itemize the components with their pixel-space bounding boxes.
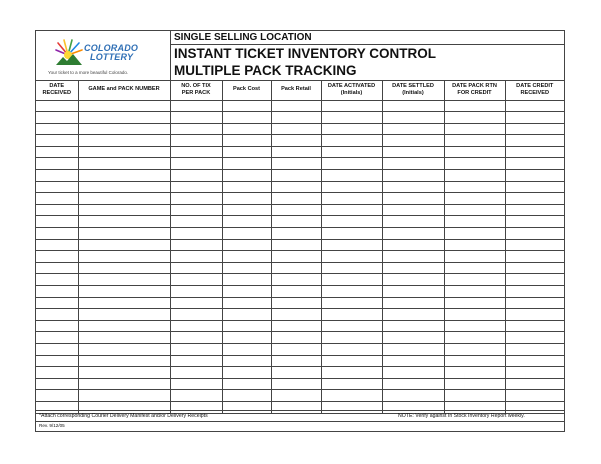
table-cell[interactable] bbox=[321, 100, 382, 112]
table-cell[interactable] bbox=[170, 378, 222, 390]
main-title: INSTANT TICKET INVENTORY CONTROL bbox=[174, 46, 437, 61]
table-row bbox=[36, 274, 564, 286]
table-cell[interactable] bbox=[321, 332, 382, 344]
table-cell[interactable] bbox=[78, 390, 170, 402]
table-cell[interactable] bbox=[444, 204, 505, 216]
table-cell[interactable] bbox=[271, 343, 321, 355]
table-cell[interactable] bbox=[321, 343, 382, 355]
table-cell[interactable] bbox=[505, 170, 564, 182]
table-cell[interactable] bbox=[170, 170, 222, 182]
table-cell[interactable] bbox=[170, 112, 222, 124]
table-cell[interactable] bbox=[222, 193, 271, 205]
table-cell[interactable] bbox=[505, 390, 564, 402]
table-cell[interactable] bbox=[382, 123, 444, 135]
table-cell[interactable] bbox=[444, 378, 505, 390]
table-cell[interactable] bbox=[444, 135, 505, 147]
table-cell[interactable] bbox=[505, 332, 564, 344]
table-cell[interactable] bbox=[36, 158, 78, 170]
table-cell[interactable] bbox=[271, 320, 321, 332]
col-date-pack-rtn: DATE PACK RTN FOR CREDIT bbox=[444, 80, 505, 100]
table-cell[interactable] bbox=[444, 320, 505, 332]
table-cell[interactable] bbox=[36, 355, 78, 367]
table-cell[interactable] bbox=[170, 239, 222, 251]
table-cell[interactable] bbox=[271, 204, 321, 216]
table-cell[interactable] bbox=[170, 262, 222, 274]
table-cell[interactable] bbox=[78, 112, 170, 124]
table-cell[interactable] bbox=[170, 355, 222, 367]
table-row bbox=[36, 286, 564, 298]
table-cell[interactable] bbox=[222, 274, 271, 286]
table-row bbox=[36, 239, 564, 251]
table-cell[interactable] bbox=[78, 216, 170, 228]
table-cell[interactable] bbox=[505, 181, 564, 193]
table-cell[interactable] bbox=[222, 355, 271, 367]
table-cell[interactable] bbox=[444, 355, 505, 367]
table-cell[interactable] bbox=[382, 297, 444, 309]
table-cell[interactable] bbox=[321, 390, 382, 402]
table-cell[interactable] bbox=[36, 146, 78, 158]
table-cell[interactable] bbox=[505, 309, 564, 321]
table-cell[interactable] bbox=[271, 297, 321, 309]
table-cell[interactable] bbox=[222, 390, 271, 402]
table-cell[interactable] bbox=[170, 390, 222, 402]
table-cell[interactable] bbox=[271, 367, 321, 379]
table-cell[interactable] bbox=[170, 251, 222, 263]
col-date-settled: DATE SETTLED (Initials) bbox=[382, 80, 444, 100]
table-cell[interactable] bbox=[170, 320, 222, 332]
table-cell[interactable] bbox=[505, 251, 564, 263]
table-cell[interactable] bbox=[505, 262, 564, 274]
table-cell[interactable] bbox=[505, 100, 564, 112]
table-cell[interactable] bbox=[170, 100, 222, 112]
revision-label: Rev. 9/12/05 bbox=[39, 423, 65, 428]
table-cell[interactable] bbox=[78, 135, 170, 147]
table-cell[interactable] bbox=[382, 378, 444, 390]
table-cell[interactable] bbox=[170, 228, 222, 240]
table-cell[interactable] bbox=[170, 123, 222, 135]
table-cell[interactable] bbox=[170, 286, 222, 298]
colorado-lottery-logo bbox=[36, 31, 171, 80]
table-cell[interactable] bbox=[36, 181, 78, 193]
table-row bbox=[36, 146, 564, 158]
inventory-form bbox=[35, 30, 565, 432]
table-cell[interactable] bbox=[321, 262, 382, 274]
table-cell[interactable] bbox=[170, 309, 222, 321]
table-cell[interactable] bbox=[78, 297, 170, 309]
table-row bbox=[36, 320, 564, 332]
table-cell[interactable] bbox=[36, 204, 78, 216]
table-cell[interactable] bbox=[36, 309, 78, 321]
table-cell[interactable] bbox=[505, 158, 564, 170]
table-cell[interactable] bbox=[170, 146, 222, 158]
table-cell[interactable] bbox=[382, 216, 444, 228]
table-cell[interactable] bbox=[505, 193, 564, 205]
table-cell[interactable] bbox=[78, 170, 170, 182]
table-cell[interactable] bbox=[170, 204, 222, 216]
table-cell[interactable] bbox=[321, 170, 382, 182]
table-cell[interactable] bbox=[382, 390, 444, 402]
table-cell[interactable] bbox=[78, 309, 170, 321]
table-cell[interactable] bbox=[36, 193, 78, 205]
table-cell[interactable] bbox=[222, 216, 271, 228]
table-cell[interactable] bbox=[271, 146, 321, 158]
table-cell[interactable] bbox=[271, 332, 321, 344]
table-cell[interactable] bbox=[271, 181, 321, 193]
table-cell[interactable] bbox=[321, 146, 382, 158]
table-cell[interactable] bbox=[321, 123, 382, 135]
table-cell[interactable] bbox=[321, 181, 382, 193]
table-cell[interactable] bbox=[170, 297, 222, 309]
title-divider bbox=[170, 44, 564, 45]
table-cell[interactable] bbox=[36, 297, 78, 309]
table-cell[interactable] bbox=[36, 378, 78, 390]
table-row bbox=[36, 100, 564, 112]
table-cell[interactable] bbox=[382, 228, 444, 240]
table-cell[interactable] bbox=[382, 181, 444, 193]
table-cell[interactable] bbox=[78, 123, 170, 135]
table-cell[interactable] bbox=[222, 251, 271, 263]
table-row bbox=[36, 204, 564, 216]
logo-tagline: Your ticket to a more beautiful Colorado. bbox=[48, 70, 129, 75]
table-cell[interactable] bbox=[271, 239, 321, 251]
table-cell[interactable] bbox=[444, 100, 505, 112]
table-cell[interactable] bbox=[382, 135, 444, 147]
table-cell[interactable] bbox=[36, 123, 78, 135]
table-cell[interactable] bbox=[222, 170, 271, 182]
table-cell[interactable] bbox=[321, 367, 382, 379]
table-cell[interactable] bbox=[505, 355, 564, 367]
table-cell[interactable] bbox=[222, 146, 271, 158]
table-row bbox=[36, 309, 564, 321]
table-row bbox=[36, 216, 564, 228]
table-cell[interactable] bbox=[170, 343, 222, 355]
form-header bbox=[36, 31, 564, 81]
table-cell[interactable] bbox=[271, 135, 321, 147]
table-cell[interactable] bbox=[222, 343, 271, 355]
table-row bbox=[36, 355, 564, 367]
col-pack-cost: Pack Cost bbox=[222, 80, 271, 100]
table-cell[interactable] bbox=[271, 112, 321, 124]
table-cell[interactable] bbox=[78, 286, 170, 298]
table-cell[interactable] bbox=[222, 367, 271, 379]
inventory-table bbox=[36, 80, 564, 414]
table-cell[interactable] bbox=[321, 239, 382, 251]
table-cell[interactable] bbox=[382, 146, 444, 158]
table-cell[interactable] bbox=[78, 343, 170, 355]
table-cell[interactable] bbox=[36, 251, 78, 263]
table-cell[interactable] bbox=[222, 181, 271, 193]
table-cell[interactable] bbox=[170, 135, 222, 147]
table-cell[interactable] bbox=[444, 309, 505, 321]
col-date-activated: DATE ACTIVATED (Initials) bbox=[321, 80, 382, 100]
table-cell[interactable] bbox=[78, 355, 170, 367]
table-cell[interactable] bbox=[321, 228, 382, 240]
table-row bbox=[36, 193, 564, 205]
table-row bbox=[36, 297, 564, 309]
table-cell[interactable] bbox=[222, 158, 271, 170]
table-cell[interactable] bbox=[382, 170, 444, 182]
table-cell[interactable] bbox=[505, 123, 564, 135]
col-date-credit-received: DATE CREDIT RECEIVED bbox=[505, 80, 564, 100]
table-row bbox=[36, 123, 564, 135]
table-cell[interactable] bbox=[271, 170, 321, 182]
table-cell[interactable] bbox=[444, 170, 505, 182]
table-cell[interactable] bbox=[36, 228, 78, 240]
table-row bbox=[36, 135, 564, 147]
table-cell[interactable] bbox=[382, 193, 444, 205]
table-cell[interactable] bbox=[382, 320, 444, 332]
table-row bbox=[36, 378, 564, 390]
table-cell[interactable] bbox=[444, 193, 505, 205]
table-cell[interactable] bbox=[444, 390, 505, 402]
table-cell[interactable] bbox=[505, 297, 564, 309]
table-cell[interactable] bbox=[36, 343, 78, 355]
table-cell[interactable] bbox=[271, 100, 321, 112]
table-cell[interactable] bbox=[444, 274, 505, 286]
table-row bbox=[36, 170, 564, 182]
table-cell[interactable] bbox=[78, 100, 170, 112]
table-row bbox=[36, 343, 564, 355]
table-row bbox=[36, 390, 564, 402]
table-cell[interactable] bbox=[444, 239, 505, 251]
table-cell[interactable] bbox=[36, 135, 78, 147]
table-cell[interactable] bbox=[444, 146, 505, 158]
table-cell[interactable] bbox=[382, 367, 444, 379]
table-cell[interactable] bbox=[271, 158, 321, 170]
table-row bbox=[36, 112, 564, 124]
table-cell[interactable] bbox=[382, 112, 444, 124]
table-cell[interactable] bbox=[321, 135, 382, 147]
logo-line2: LOTTERY bbox=[90, 52, 134, 62]
table-cell[interactable] bbox=[382, 251, 444, 263]
table-cell[interactable] bbox=[321, 112, 382, 124]
table-cell[interactable] bbox=[36, 320, 78, 332]
footer-divider bbox=[36, 421, 564, 422]
table-row bbox=[36, 158, 564, 170]
table-cell[interactable] bbox=[222, 262, 271, 274]
table-cell[interactable] bbox=[444, 332, 505, 344]
table-cell[interactable] bbox=[222, 228, 271, 240]
table-cell[interactable] bbox=[444, 216, 505, 228]
table-cell[interactable] bbox=[382, 158, 444, 170]
table-cell[interactable] bbox=[271, 262, 321, 274]
table-row bbox=[36, 332, 564, 344]
col-pack-retail: Pack Retail bbox=[271, 80, 321, 100]
table-cell[interactable] bbox=[222, 378, 271, 390]
table-cell[interactable] bbox=[78, 332, 170, 344]
table-cell[interactable] bbox=[36, 170, 78, 182]
table-cell[interactable] bbox=[36, 112, 78, 124]
table-cell[interactable] bbox=[222, 204, 271, 216]
table-cell[interactable] bbox=[78, 228, 170, 240]
table-cell[interactable] bbox=[36, 262, 78, 274]
col-date-received: DATE RECEIVED bbox=[36, 80, 78, 100]
table-cell[interactable] bbox=[222, 320, 271, 332]
table-cell[interactable] bbox=[444, 123, 505, 135]
table-cell[interactable] bbox=[444, 297, 505, 309]
table-row bbox=[36, 251, 564, 263]
table-cell[interactable] bbox=[382, 286, 444, 298]
table-cell[interactable] bbox=[321, 204, 382, 216]
table-cell[interactable] bbox=[444, 181, 505, 193]
table-cell[interactable] bbox=[444, 158, 505, 170]
table-body bbox=[36, 100, 564, 413]
table-cell[interactable] bbox=[321, 320, 382, 332]
table-cell[interactable] bbox=[321, 286, 382, 298]
table-cell[interactable] bbox=[271, 274, 321, 286]
table-cell[interactable] bbox=[78, 367, 170, 379]
table-cell[interactable] bbox=[271, 123, 321, 135]
table-cell[interactable] bbox=[271, 228, 321, 240]
table-cell[interactable] bbox=[271, 193, 321, 205]
table-row bbox=[36, 181, 564, 193]
table-cell[interactable] bbox=[78, 251, 170, 263]
table-cell[interactable] bbox=[222, 309, 271, 321]
table-cell[interactable] bbox=[78, 181, 170, 193]
table-cell[interactable] bbox=[382, 343, 444, 355]
table-cell[interactable] bbox=[505, 286, 564, 298]
table-cell[interactable] bbox=[505, 112, 564, 124]
table-cell[interactable] bbox=[505, 320, 564, 332]
logo-line1: COLORADO bbox=[84, 43, 139, 53]
table-cell[interactable] bbox=[36, 367, 78, 379]
table-cell[interactable] bbox=[78, 193, 170, 205]
col-game-pack-number: GAME and PACK NUMBER bbox=[78, 80, 170, 100]
verify-note: NOTE: Verify against In Stock Inventory Report weekly. bbox=[398, 413, 525, 419]
table-cell[interactable] bbox=[321, 158, 382, 170]
table-cell[interactable] bbox=[170, 367, 222, 379]
table-cell[interactable] bbox=[505, 239, 564, 251]
table-cell[interactable] bbox=[505, 228, 564, 240]
table-cell[interactable] bbox=[444, 228, 505, 240]
table-row bbox=[36, 228, 564, 240]
table-cell[interactable] bbox=[222, 100, 271, 112]
table-cell[interactable] bbox=[382, 274, 444, 286]
table-cell[interactable] bbox=[505, 274, 564, 286]
table-cell[interactable] bbox=[321, 251, 382, 263]
table-cell[interactable] bbox=[382, 309, 444, 321]
table-cell[interactable] bbox=[78, 146, 170, 158]
table-cell[interactable] bbox=[505, 378, 564, 390]
table-cell[interactable] bbox=[222, 297, 271, 309]
table-cell[interactable] bbox=[78, 204, 170, 216]
table-cell[interactable] bbox=[382, 100, 444, 112]
table-cell[interactable] bbox=[222, 135, 271, 147]
sub-title: MULTIPLE PACK TRACKING bbox=[174, 63, 357, 78]
table-cell[interactable] bbox=[321, 193, 382, 205]
table-cell[interactable] bbox=[382, 239, 444, 251]
table-cell[interactable] bbox=[36, 390, 78, 402]
table-cell[interactable] bbox=[170, 216, 222, 228]
table-cell[interactable] bbox=[271, 355, 321, 367]
table-cell[interactable] bbox=[36, 216, 78, 228]
table-cell[interactable] bbox=[505, 216, 564, 228]
table-cell[interactable] bbox=[36, 286, 78, 298]
table-cell[interactable] bbox=[222, 123, 271, 135]
table-cell[interactable] bbox=[271, 390, 321, 402]
table-cell[interactable] bbox=[170, 193, 222, 205]
table-row bbox=[36, 262, 564, 274]
table-cell[interactable] bbox=[444, 262, 505, 274]
table-cell[interactable] bbox=[271, 378, 321, 390]
table-cell[interactable] bbox=[444, 343, 505, 355]
table-cell[interactable] bbox=[36, 332, 78, 344]
table-cell[interactable] bbox=[36, 239, 78, 251]
table-cell[interactable] bbox=[271, 251, 321, 263]
table-cell[interactable] bbox=[321, 216, 382, 228]
table-cell[interactable] bbox=[36, 100, 78, 112]
table-cell[interactable] bbox=[271, 286, 321, 298]
table-cell[interactable] bbox=[170, 158, 222, 170]
form-footer bbox=[36, 410, 564, 431]
table-cell[interactable] bbox=[382, 355, 444, 367]
table-cell[interactable] bbox=[78, 158, 170, 170]
table-cell[interactable] bbox=[170, 181, 222, 193]
location-title: SINGLE SELLING LOCATION bbox=[174, 32, 312, 43]
attach-note: *Attach corresponding Courier Delivery Manifest and/or Delivery Receipts bbox=[39, 413, 208, 419]
table-cell[interactable] bbox=[271, 309, 321, 321]
table-cell[interactable] bbox=[321, 297, 382, 309]
table-cell[interactable] bbox=[505, 343, 564, 355]
table-cell[interactable] bbox=[505, 135, 564, 147]
table-cell[interactable] bbox=[505, 367, 564, 379]
table-cell[interactable] bbox=[271, 216, 321, 228]
header-row bbox=[36, 80, 564, 100]
table-cell[interactable] bbox=[382, 262, 444, 274]
table-cell[interactable] bbox=[222, 239, 271, 251]
table-cell[interactable] bbox=[444, 367, 505, 379]
table-cell[interactable] bbox=[382, 204, 444, 216]
table-cell[interactable] bbox=[444, 112, 505, 124]
table-cell[interactable] bbox=[170, 332, 222, 344]
table-cell[interactable] bbox=[78, 378, 170, 390]
table-cell[interactable] bbox=[444, 286, 505, 298]
table-cell[interactable] bbox=[78, 239, 170, 251]
table-cell[interactable] bbox=[505, 146, 564, 158]
table-cell[interactable] bbox=[222, 332, 271, 344]
table-row bbox=[36, 367, 564, 379]
table-cell[interactable] bbox=[78, 320, 170, 332]
table-cell[interactable] bbox=[321, 355, 382, 367]
table-cell[interactable] bbox=[505, 204, 564, 216]
table-cell[interactable] bbox=[444, 251, 505, 263]
table-cell[interactable] bbox=[36, 274, 78, 286]
table-cell[interactable] bbox=[321, 378, 382, 390]
table-cell[interactable] bbox=[78, 274, 170, 286]
table-cell[interactable] bbox=[170, 274, 222, 286]
table-cell[interactable] bbox=[222, 112, 271, 124]
sunburst-icon bbox=[54, 39, 88, 67]
table-cell[interactable] bbox=[382, 332, 444, 344]
table-cell[interactable] bbox=[222, 286, 271, 298]
col-tix-per-pack: NO. OF TIX PER PACK bbox=[170, 80, 222, 100]
table-cell[interactable] bbox=[321, 274, 382, 286]
table-cell[interactable] bbox=[78, 262, 170, 274]
table-cell[interactable] bbox=[321, 309, 382, 321]
